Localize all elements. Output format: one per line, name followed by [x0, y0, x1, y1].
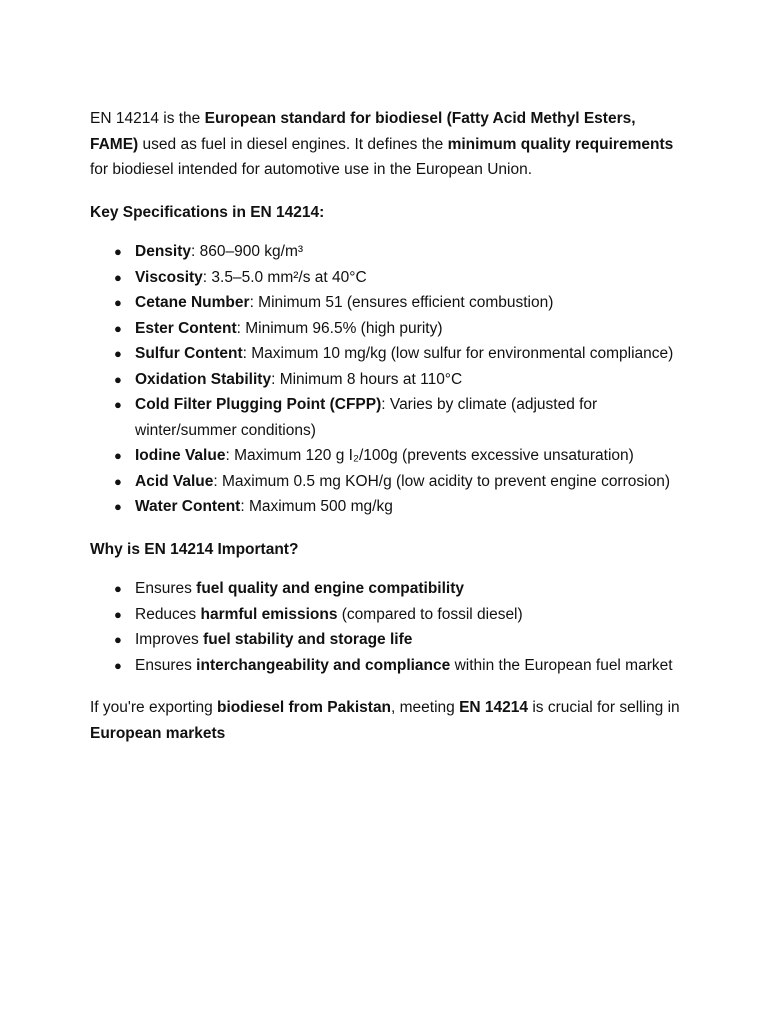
spec-text: : Minimum 51 (ensures efficient combustion) [249, 294, 554, 311]
intro-paragraph [90, 106, 680, 183]
closing-text-2: , meeting [391, 699, 460, 716]
spec-text: : Maximum 10 mg/kg (low sulfur for environmental compliance) [242, 345, 674, 362]
list-item [90, 341, 680, 367]
item-bold: harmful emissions [200, 605, 338, 623]
spec-text: : 3.5–5.0 mm²/s at 40°C [202, 268, 367, 286]
bullet-icon: ● [114, 244, 122, 259]
spec-label: Oxidation Stability [135, 370, 272, 388]
item-post: within the European fuel market [450, 656, 673, 674]
spec-label: Iodine Value [135, 447, 226, 464]
list-item [90, 239, 680, 265]
bullet-icon: ● [114, 581, 122, 596]
item-post: (compared to fossil diesel) [337, 605, 523, 623]
intro-bold-standard: European standard for biodiesel (Fatty Acid Methyl Esters, FAME) [90, 110, 636, 153]
importance-heading: Why is EN 14214 Important? [90, 540, 299, 558]
intro-text-1: EN 14214 is the [90, 110, 205, 127]
closing-bold-standard: EN 14214 [459, 699, 529, 716]
bullet-icon: ● [114, 632, 122, 647]
spec-text: : Maximum 0.5 mg KOH/g (low acidity to prevent engine corrosion) [213, 472, 670, 490]
bullet-icon: ● [114, 448, 122, 463]
spec-text: : Maximum 120 g I₂/100g (prevents excessive unsaturation) [225, 447, 634, 464]
item-bold: interchangeability and compliance [196, 656, 451, 674]
item-bold: fuel quality and engine compatibility [196, 580, 465, 597]
closing-paragraph [90, 695, 680, 746]
item-pre: Improves [135, 631, 204, 648]
spec-text: : Maximum 500 mg/kg [240, 498, 393, 515]
list-item [90, 367, 680, 393]
bullet-icon: ● [114, 295, 122, 310]
spec-label: Viscosity [135, 268, 203, 286]
list-item [90, 443, 680, 469]
closing-text-1: If you're exporting [90, 699, 218, 716]
closing-text-3: is crucial for selling in [528, 699, 680, 716]
closing-bold-origin: biodiesel from Pakistan [217, 699, 392, 716]
spec-label: Cold Filter Plugging Point (CFPP) [135, 396, 382, 413]
list-item [90, 392, 680, 443]
bullet-icon: ● [114, 269, 122, 285]
spec-text: : Minimum 96.5% (high purity) [236, 319, 443, 337]
spec-text: : 860–900 kg/m³ [191, 243, 304, 260]
bullet-icon: ● [114, 397, 122, 412]
bullet-icon: ● [114, 346, 122, 361]
list-item [90, 602, 680, 628]
spec-text: : Minimum 8 hours at 110°C [271, 370, 463, 388]
intro-text-2: used as fuel in diesel engines. It defines the [138, 135, 448, 153]
spec-label: Water Content [135, 498, 241, 515]
bullet-icon: ● [114, 320, 122, 336]
bullet-icon: ● [114, 371, 122, 387]
list-item [90, 265, 680, 291]
closing-bold-markets: European markets [90, 724, 226, 742]
bullet-icon: ● [114, 657, 122, 673]
bullet-icon: ● [114, 499, 122, 514]
specs-list [90, 239, 680, 520]
list-item [90, 653, 680, 679]
item-pre: Ensures [135, 656, 197, 674]
spec-label: Acid Value [135, 472, 214, 490]
list-item [90, 627, 680, 653]
spec-text: : Varies by climate (adjusted for winter/summer conditions) [135, 396, 598, 439]
document-body [90, 106, 680, 746]
spec-label: Ester Content [135, 319, 237, 337]
spec-label: Density [135, 243, 191, 260]
intro-bold-requirements: minimum quality requirements [447, 135, 674, 153]
list-item [90, 469, 680, 495]
list-item [90, 494, 680, 520]
specs-heading: Key Specifications in EN 14214: [90, 203, 325, 221]
spec-label: Cetane Number [135, 294, 250, 311]
bullet-icon: ● [114, 606, 122, 622]
bullet-icon: ● [114, 473, 122, 489]
importance-list [90, 576, 680, 678]
list-item [90, 576, 680, 602]
item-bold: fuel stability and storage life [203, 631, 413, 648]
list-item [90, 290, 680, 316]
spec-label: Sulfur Content [135, 345, 243, 362]
item-pre: Reduces [135, 605, 201, 623]
intro-text-3: for biodiesel intended for automotive use in the European Union. [90, 161, 533, 178]
item-pre: Ensures [135, 580, 197, 597]
list-item [90, 316, 680, 342]
